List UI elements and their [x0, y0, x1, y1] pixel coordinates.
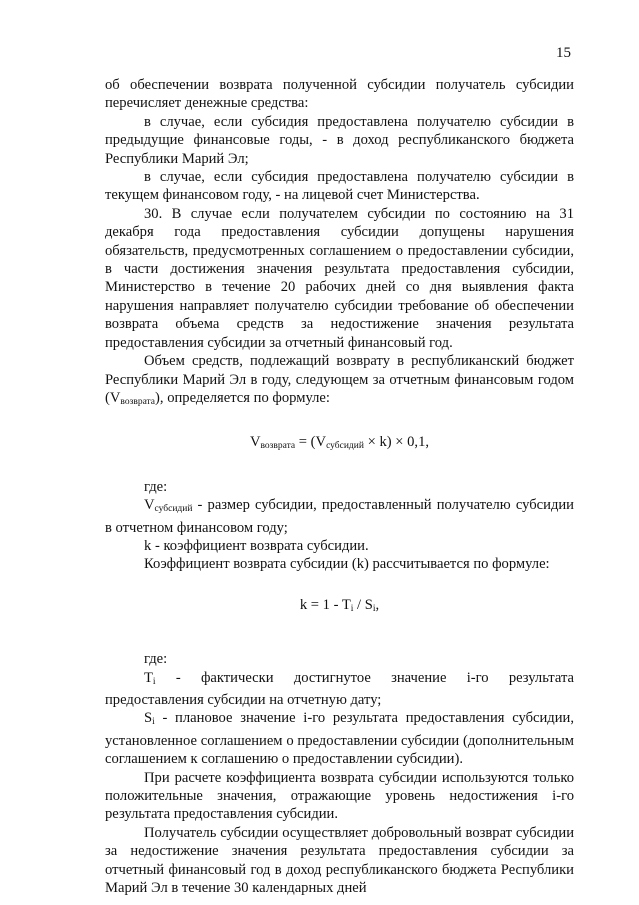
- paragraph-5-subscript: возврата: [120, 396, 156, 407]
- paragraph-6: Коэффициент возврата субсидии (k) рассчитывается по формуле:: [144, 556, 550, 573]
- definition-3-subscript: i: [152, 676, 156, 687]
- formula-1-mid: = (V: [295, 434, 327, 451]
- definition-3-text: - фактически достигнутое значение i-го результата предоставления субсидии на отчетную дату;: [105, 669, 574, 708]
- definition-1-text: - размер субсидии, предоставленный получателю субсидии в отчетном финансовом году;: [105, 497, 574, 536]
- definition-t: [105, 669, 574, 710]
- definition-4-symbol: S: [144, 710, 153, 727]
- formula-1-lhs-subscript: возврата: [260, 441, 296, 452]
- paragraph-8: Получатель субсидии осуществляет добровольный возврат субсидии за недостижение значения результата предоставления субсидии за отчетный финансовый год в доход республиканского бюджета Республики Марий Эл в течение 30 календарных дней: [105, 824, 574, 897]
- formula-2-subscript-b: i: [372, 603, 376, 614]
- formula-1-rhs: × k) × 0,1,: [363, 434, 430, 451]
- definition-1-symbol: V: [144, 497, 155, 514]
- paragraph-5: [105, 352, 574, 411]
- definition-4-text: - плановое значение i-го результата предоставления субсидии, установленное соглашением о предоставлении субсидии (дополнительным соглашением к соглашению о предоставлении субсидии).: [105, 710, 574, 768]
- document-body: [105, 76, 574, 897]
- formula-1-mid-subscript: субсидий: [326, 441, 364, 452]
- where-label-2: где:: [144, 651, 168, 668]
- paragraph-7: При расчете коэффициента возврата субсидии используются только положительные значения, отражающие уровень недостижения i-го результата предоставления субсидии.: [105, 769, 574, 823]
- paragraph-3: в случае, если субсидия предоставлена получателю субсидии в текущем финансовом году, - на лицевой счет Министерства.: [105, 169, 574, 204]
- formula-2-part-c: ,: [375, 596, 380, 613]
- where-label-1: где:: [144, 478, 168, 495]
- definition-s: [105, 709, 574, 768]
- formula-coefficient: [105, 596, 574, 618]
- paragraph-4: 30. В случае если получателем субсидии по состоянию на 31 декабря года предоставления субсидии допущены нарушения обязательств, предусмотренных соглашением о предоставлении субсидии, в части достижения значения результата предоставления субсидии, Министерство в течение 20 рабочих дней со дня выявления факта нарушения направляет получателю субсидии требование об обеспечении возврата объема средств за недостижение значения результата предоставления субсидии за отчетный финансовый год.: [105, 205, 574, 351]
- paragraph-1: об обеспечении возврата полученной субсидии получатель субсидии перечисляет денежные средства:: [105, 77, 574, 112]
- definition-v-subsidy: [105, 496, 574, 537]
- formula-2-part-a: k = 1 - T: [299, 596, 351, 613]
- paragraph-5-text-b: ), определяется по формуле:: [155, 389, 330, 406]
- definition-1-subscript: субсидий: [154, 504, 193, 515]
- definition-3-symbol: T: [144, 669, 153, 686]
- definition-k: k - коэффициент возврата субсидии.: [144, 537, 369, 554]
- formula-2-part-b: / S: [353, 596, 373, 613]
- formula-1-lhs: V: [249, 434, 261, 451]
- page-number: 15: [556, 45, 571, 61]
- definition-4-subscript: i: [152, 717, 155, 728]
- paragraph-2: в случае, если субсидия предоставлена получателю субсидии в предыдущие финансовые годы, - в доход республиканского бюджета Республики Марий Эл;: [105, 113, 574, 167]
- formula-2-subscript-a: i: [350, 603, 354, 614]
- formula-return-volume: [105, 433, 574, 455]
- paragraph-5-text-a: Объем средств, подлежащий возврату в республиканский бюджет Республики Марий Эл в году, следующем за отчетным финансовым годом (V: [105, 353, 574, 406]
